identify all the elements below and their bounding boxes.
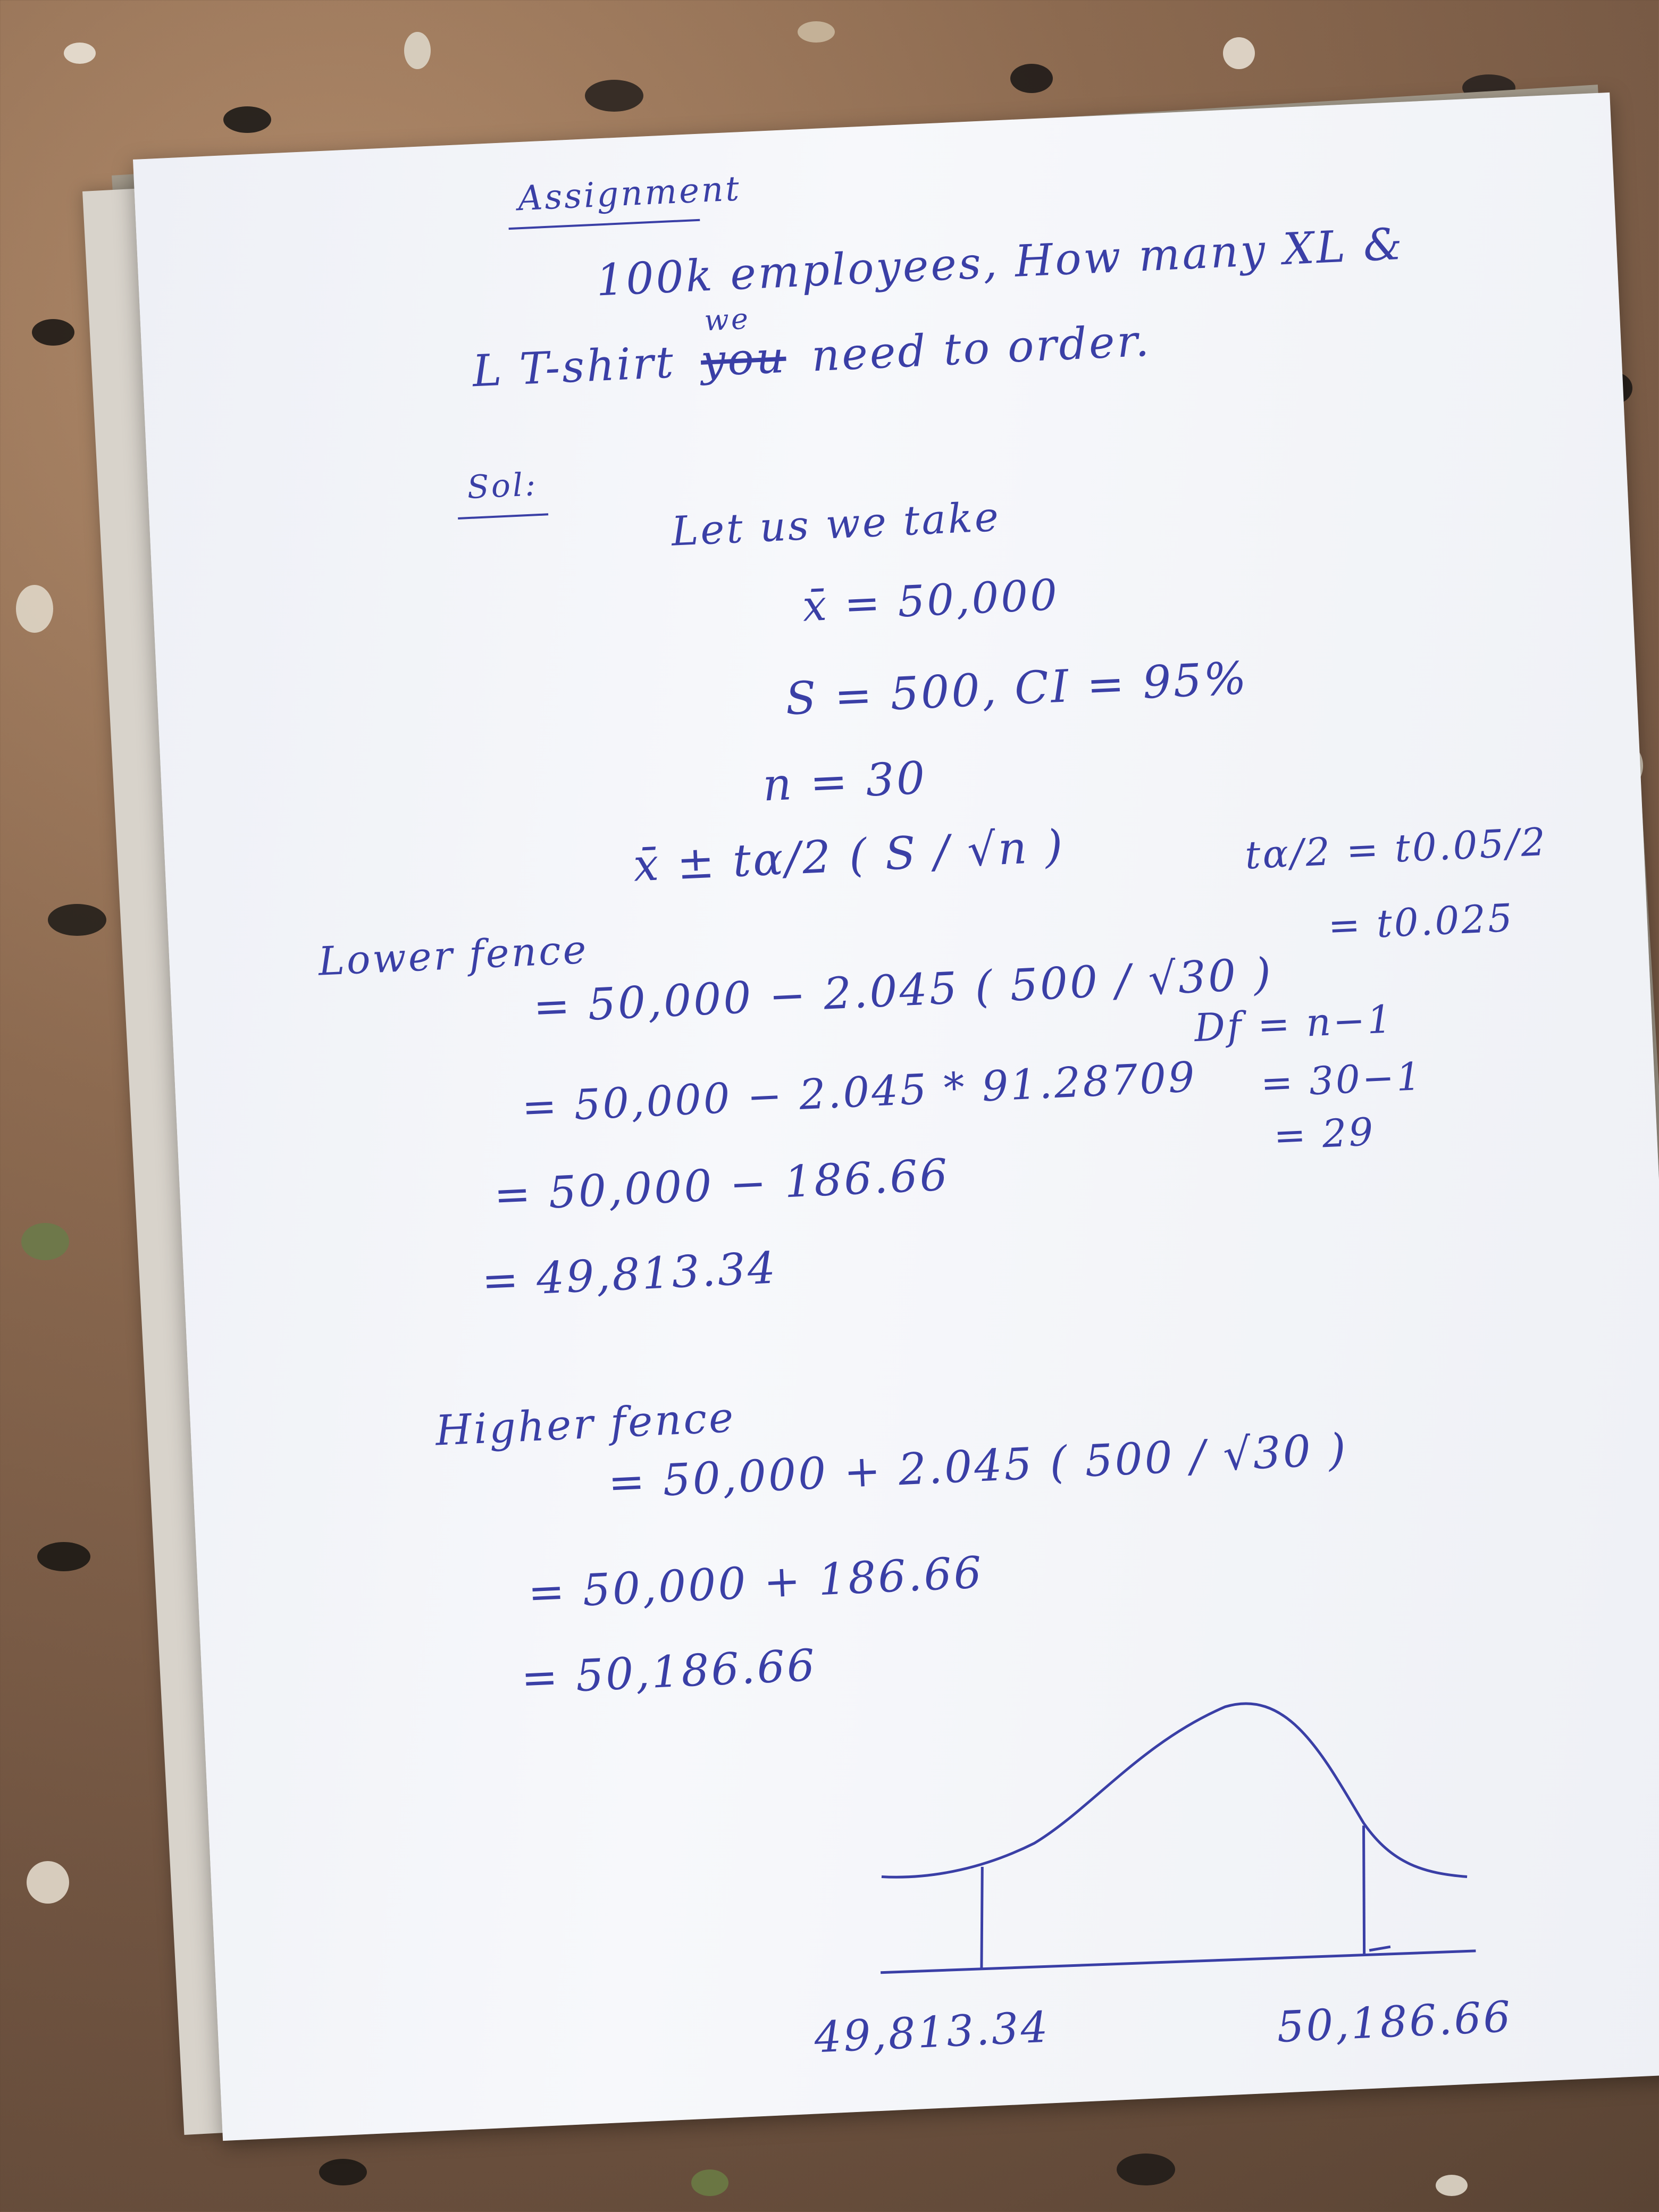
higher-step-2: = 50,000 + 186.66 — [526, 1547, 985, 1619]
problem-line-1: 100k employees, How many XL & — [595, 219, 1405, 306]
df-line-3: = 29 — [1272, 1109, 1377, 1159]
bell-curve-line — [875, 1694, 1467, 1903]
problem-line-2-start: L T-shirt — [471, 337, 677, 397]
curve-label-left: 49,813.34 — [813, 2002, 1051, 2063]
let-line: Let us we take — [670, 492, 1002, 555]
problem-line-2-end: need to order. — [810, 315, 1152, 382]
s-ci-line: S = 500, CI = 95% — [784, 651, 1250, 725]
df-line-1: Df = n−1 — [1193, 996, 1395, 1051]
lower-fence-label: Lower fence — [317, 926, 590, 985]
lower-result: = 49,813.34 — [481, 1243, 779, 1307]
lower-step-1: = 50,000 − 2.045 ( 500 / √30 ) — [532, 949, 1275, 1033]
right-fence-marker — [1359, 1825, 1370, 1956]
normal-curve-sketch — [864, 1683, 1513, 1989]
t-line-2: = t0.025 — [1327, 895, 1515, 949]
baseline — [881, 1946, 1476, 1978]
higher-result: = 50,186.66 — [520, 1640, 818, 1704]
higher-step-1: = 50,000 + 2.045 ( 500 / √30 ) — [607, 1424, 1349, 1509]
t-line-1: tα/2 = t0.05/2 — [1244, 819, 1548, 878]
arrow-head — [1369, 1947, 1390, 1950]
mean-line: x̄ = 50,000 — [801, 569, 1060, 631]
n-line: n = 30 — [761, 751, 928, 811]
left-fence-marker — [977, 1867, 987, 1968]
notebook-page — [133, 93, 1659, 2141]
heading: Assignment — [517, 169, 742, 219]
heading-underline — [509, 219, 700, 230]
formula-line: x̄ ± tα/2 ( S / √n ) — [632, 819, 1066, 892]
lower-step-3: = 50,000 − 186.66 — [492, 1150, 951, 1221]
solution-underline — [458, 513, 548, 520]
inserted-word: we — [703, 301, 751, 338]
curve-label-right: 50,186.66 — [1276, 1991, 1514, 2052]
problem-line-2 — [471, 301, 1152, 397]
df-line-2: = 30−1 — [1260, 1053, 1424, 1106]
struck-word-text: you — [699, 332, 787, 387]
lower-step-2: = 50,000 − 2.045 * 91.28709 — [521, 1053, 1198, 1132]
struck-word — [699, 301, 787, 387]
higher-fence-label: Higher fence — [434, 1394, 737, 1455]
solution-label: Sol: — [466, 466, 539, 507]
